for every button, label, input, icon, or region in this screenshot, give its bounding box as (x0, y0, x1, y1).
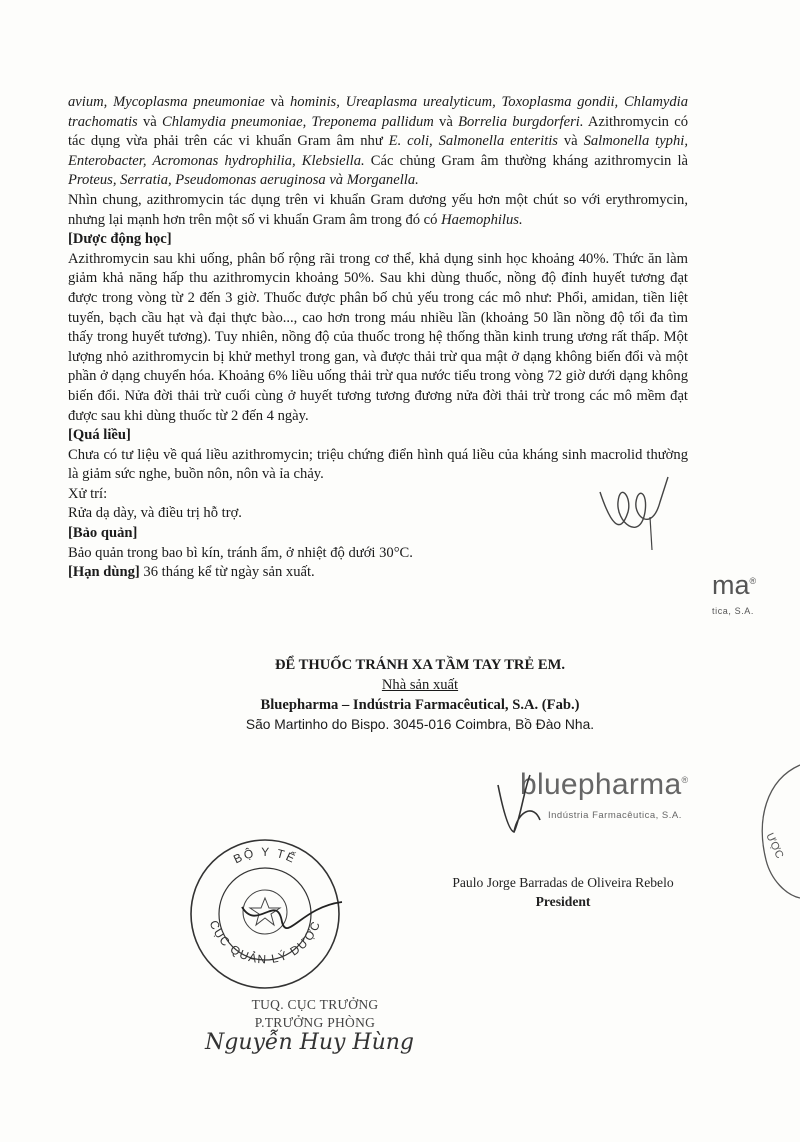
official-line-1: TUQ. CỤC TRƯỞNG (251, 997, 379, 1012)
text-run: hominis, Ureaplasma urealyticum, Toxoplasma gondii, Chlamydia trachomatis (68, 94, 688, 130)
spectrum-paragraph (68, 93, 688, 191)
registered-mark: ® (681, 775, 689, 785)
stamp-bottom-text: CỤC QUẢN LÝ DƯỢC (206, 918, 324, 967)
expiry-line (68, 563, 688, 583)
text-run: Proteus, Serratia, Pseudomonas aeruginosa và Morganella. (68, 172, 419, 189)
pharmacokinetics-heading: [Dược động học] (68, 231, 172, 248)
comparison-paragraph (68, 191, 688, 230)
overdose-treatment: Rửa dạ dày, và điều trị hỗ trợ. (68, 505, 242, 522)
side-logo-subtext: tica, S.A. (712, 606, 755, 616)
text-run: Chlamydia pneumoniae, Treponema pallidum (162, 113, 434, 130)
manufacturer-label: Nhà sản xuất (381, 677, 459, 693)
text-run: và (264, 94, 290, 110)
pharmacokinetics-paragraph: Azithromycin sau khi uống, phân bố rộng rãi trong cơ thể, khả dụng sinh học khoảng 40%. Thức ăn làm giảm khả năng hấp thu azithromycin khoảng 50%. Sau khi dùng thuốc, nồng độ đỉnh huyết tương đạt được trong vòng từ 2 đến 3 giờ. Thuốc được phân bố chủ yếu trong các mô như: Phổi, amidan, tiền liệt tuyến, bạch cầu hạt và đại thực bào..., cao hơn trong máu nhiều lần (khoảng 50 lần nồng độ tối đa tìm thấy trong huyết tương). Tuy nhiên, nồng độ của thuốc trong hệ thống thần kinh trung ương rất thấp. Một lượng nhỏ azithromycin bị khử methyl trong gan, và được thải trừ qua mật ở dạng không biến đổi và một phần ở dạng chuyển hóa. Khoảng 6% liều uống thải trừ qua nước tiểu trong vòng 72 giờ dưới dạng không biến đổi. Nửa đời thải trừ cuối cùng ở huyết tương tương đương nửa đời thải trừ trong các mô mềm đạt được sau khi dùng thuốc từ 2 đến 4 ngày. (68, 250, 688, 424)
official-name: Nguyễn Huy Hùng (205, 1030, 415, 1055)
side-logo-fragment (712, 570, 756, 601)
text-run: E. coli, Salmonella enteritis (388, 133, 558, 150)
text-run: Salmonella typhi, Enterobacter, Acromonas hydrophilia, Klebsiella. (68, 133, 688, 169)
manufacturer-block (150, 655, 690, 735)
logo-subtitle: Indústria Farmacêutica, S.A. (548, 810, 682, 821)
official-line-2: P.TRƯỞNG PHÒNG (254, 1015, 376, 1030)
signatory-block (438, 873, 688, 911)
manufacturer-address: São Martinho do Bispo. 3045-016 Coimbra, Bồ Đào Nha. (245, 717, 595, 732)
overdose-heading: [Quá liều] (68, 427, 131, 444)
overdose-paragraph: Chưa có tư liệu về quá liều azithromycin; triệu chứng điển hình quá liều của kháng sinh macrolid thường là giảm sức nghe, buồn nôn, nôn và ỉa chảy. (68, 446, 688, 483)
edge-stamp-text: ƯỢC (763, 831, 786, 861)
text-run: và (557, 133, 584, 150)
signatory-title: President (535, 894, 591, 909)
registered-mark: ® (749, 576, 757, 586)
expiry-text: 36 tháng kể từ ngày sản xuất. (139, 564, 315, 581)
text-run: Haemophilus. (441, 211, 523, 228)
overdose-treatment-label: Xử trí: (68, 485, 108, 502)
initials-signature (590, 472, 680, 552)
text-run: Mycoplasma pneumoniae (113, 94, 265, 110)
storage-paragraph: Bảo quản trong bao bì kín, tránh ẩm, ở nhiệt độ dưới 30°C. (68, 544, 413, 561)
text-run: Azithromycin có tác dụng vừa phải trên các vi khuẩn Gram âm như (68, 113, 689, 150)
expiry-heading: [Hạn dùng] (68, 564, 140, 581)
warning-text: ĐỂ THUỐC TRÁNH XA TẦM TAY TRẺ EM. (274, 657, 566, 673)
president-signature (490, 760, 560, 840)
edge-stamp-fragment (736, 760, 800, 900)
text-run: Các chủng Gram âm thường kháng azithromycin là (364, 152, 688, 169)
text-run: và (137, 113, 163, 130)
manufacturer-name: Bluepharma – Indústria Farmacêutical, S.A. (Fab.) (260, 697, 580, 713)
official-stamp (182, 832, 352, 992)
signatory-name: Paulo Jorge Barradas de Oliveira Rebelo (452, 875, 674, 890)
text-run: Borrelia burgdorferi. (458, 113, 584, 130)
text-run: avium, (68, 94, 114, 110)
logo-text: bluepharma (520, 768, 682, 801)
side-logo-text: ma (712, 570, 750, 600)
text-run: Nhìn chung, azithromycin tác dụng trên vi khuẩn Gram dương yếu hơn một chút so với erythromycin, nhưng lại mạnh hơn trên một số vi khuẩn Gram âm trong đó có (68, 191, 688, 228)
text-run: và (433, 113, 459, 130)
stamp-top-text: BỘ Y TẾ (231, 844, 299, 867)
storage-heading: [Bảo quản] (68, 525, 138, 542)
official-title-block (220, 996, 410, 1032)
